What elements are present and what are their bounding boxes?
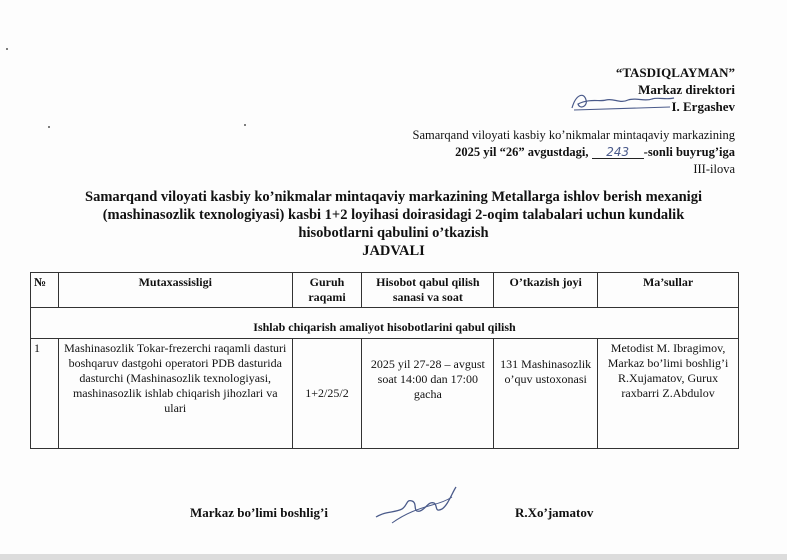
header-group: Guruh raqami	[292, 273, 362, 308]
cell-responsible: Metodist M. Ibragimov, Markaz bo’limi boshlig’i R.Xujamatov, Gurux raxbarri Z.Abdulov	[598, 339, 739, 449]
scan-bottom-edge	[0, 554, 787, 560]
cell-place: 131 Mashinasozlik o’quv ustoxonasi	[494, 339, 598, 449]
header-responsible: Ma’sullar	[598, 273, 739, 308]
title-line-2: (mashinasozlik texnologiyasi) kasbi 1+2 loyihasi doirasidagi 2-oqim talabalari uchun kundalik	[102, 207, 685, 223]
title-line-4: JADVALI	[362, 243, 425, 259]
director-signature-icon	[566, 88, 676, 114]
order-suffix: -sonli buyrug’iga	[643, 145, 735, 159]
order-number: 243	[592, 146, 644, 159]
order-line-1: Samarqand viloyati kasbiy ko’nikmalar mintaqaviy markazining	[412, 128, 735, 142]
footer-position: Markaz bo’limi boshlig’i	[190, 505, 328, 520]
header-place: O’tkazish joyi	[494, 273, 598, 308]
schedule-table	[30, 272, 739, 449]
cell-number: 1	[31, 339, 59, 449]
approval-title: “TASDIQLAYMAN”	[615, 65, 735, 80]
table-row	[31, 339, 739, 449]
order-line-2	[413, 144, 736, 161]
scan-speck	[6, 48, 8, 50]
order-reference	[413, 127, 736, 178]
table-header-row	[31, 273, 739, 308]
footer-name: R.Xo’jamatov	[515, 505, 594, 520]
title-line-1: Samarqand viloyati kasbiy ko’nikmalar mintaqaviy markazining Metallarga ishlov berish mexanigi	[85, 189, 702, 205]
document-title	[30, 188, 757, 260]
cell-specialty: Mashinasozlik Tokar-frezerchi raqamli dasturi boshqaruv dastgohi operatori PDB dasturida dasturchi (Mashinasozlik texnologiyasi, mashinasozlik ishlab chiqarish jihozlari va ulari	[58, 339, 292, 449]
section-label: Ishlab chiqarish amaliyot hisobotlarini qabul qilish	[31, 308, 739, 339]
approval-name: I. Ergashev	[671, 99, 735, 114]
department-head-signature-icon	[372, 483, 462, 527]
header-specialty: Mutaxassisligi	[58, 273, 292, 308]
title-line-3: hisobotlarni qabulini o’tkazish	[298, 225, 489, 241]
header-date: Hisobot qabul qilish sanasi va soat	[362, 273, 494, 308]
cell-date: 2025 yil 27-28 – avgust soat 14:00 dan 17:00 gacha	[362, 339, 494, 449]
header-number: №	[31, 273, 59, 308]
order-line-3: III-ilova	[693, 162, 735, 176]
table-section-row	[31, 308, 739, 339]
scan-speck	[48, 126, 50, 128]
scan-speck	[244, 124, 246, 126]
approval-position: Markaz direktori	[638, 82, 735, 97]
order-date: 2025 yil “26” avgustdagi,	[455, 145, 589, 159]
cell-group: 1+2/25/2	[292, 339, 362, 449]
